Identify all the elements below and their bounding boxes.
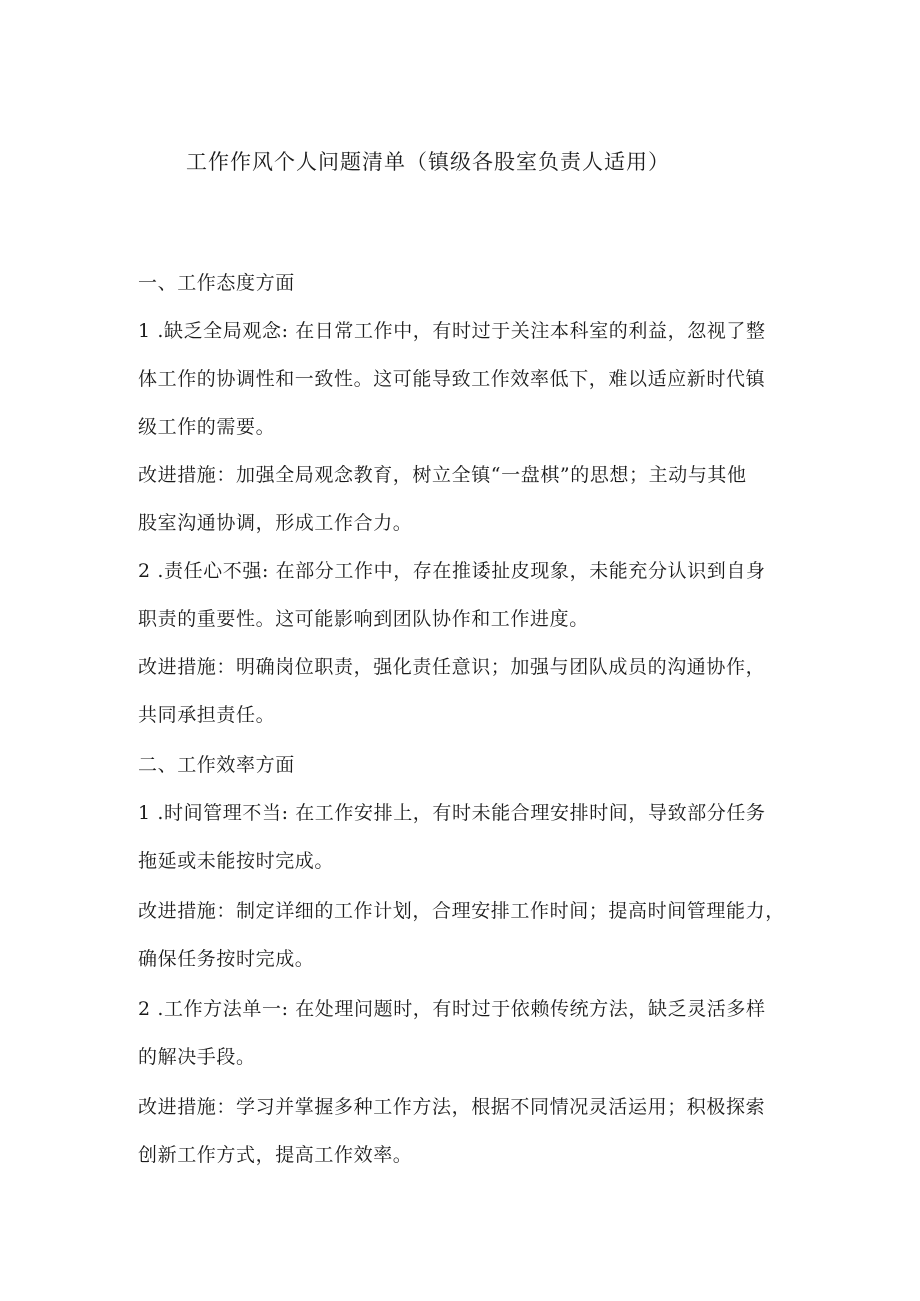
section-heading-efficiency (138, 741, 792, 789)
text-line: 创新工作方式，提高工作效率。 (138, 1144, 413, 1166)
issue-item-work-methods (138, 985, 792, 1081)
text-line: 体工作的协调性和一致性。这可能导致工作效率低下，难以适应新时代镇 (138, 368, 766, 390)
text-line: 2 .工作方法单一: 在处理问题时，有时过于依赖传统方法，缺乏灵活多样 (138, 998, 766, 1020)
text-line: 改进措施：制定详细的工作计划，合理安排工作时间；提高时间管理能力， (138, 900, 785, 922)
improvement-measure-time-management (138, 887, 792, 983)
text-line: 二、工作效率方面 (138, 754, 295, 776)
issue-item-global-view (138, 307, 792, 451)
text-line: 确保任务按时完成。 (138, 948, 315, 970)
text-line: 一、工作态度方面 (138, 272, 295, 294)
text-line: 1 .缺乏全局观念: 在日常工作中，有时过于关注本科室的利益，忽视了整 (138, 320, 766, 342)
improvement-measure-global-view (138, 451, 792, 547)
text-line: 2 .责任心不强: 在部分工作中，存在推诿扯皮现象，未能充分认识到自身 (138, 560, 766, 582)
section-heading-attitude (138, 259, 792, 307)
text-line: 改进措施：加强全局观念教育，树立全镇“一盘棋”的思想；主动与其他 (138, 464, 747, 486)
text-line: 的解决手段。 (138, 1046, 256, 1068)
issue-item-time-management (138, 789, 792, 885)
text-line: 改进措施：明确岗位职责，强化责任意识；加强与团队成员的沟通协作， (138, 656, 766, 678)
text-line: 职责的重要性。这可能影响到团队协作和工作进度。 (138, 608, 589, 630)
issue-item-responsibility (138, 547, 792, 643)
text-line: 共同承担责任。 (138, 704, 276, 726)
text-line: 拖延或未能按时完成。 (138, 850, 335, 872)
text-line: 级工作的需要。 (138, 416, 276, 438)
text-line: 股室沟通协调，形成工作合力。 (138, 512, 413, 534)
improvement-measure-work-methods (138, 1083, 792, 1179)
text-line: 改进措施：学习并掌握多种工作方法，根据不同情况灵活运用；积极探索 (138, 1096, 766, 1118)
document-title: 工作作风个人问题清单（镇级各股室负责人适用） (186, 150, 670, 174)
text-line: 1 .时间管理不当: 在工作安排上，有时未能合理安排时间，导致部分任务 (138, 802, 766, 824)
improvement-measure-responsibility (138, 643, 792, 739)
